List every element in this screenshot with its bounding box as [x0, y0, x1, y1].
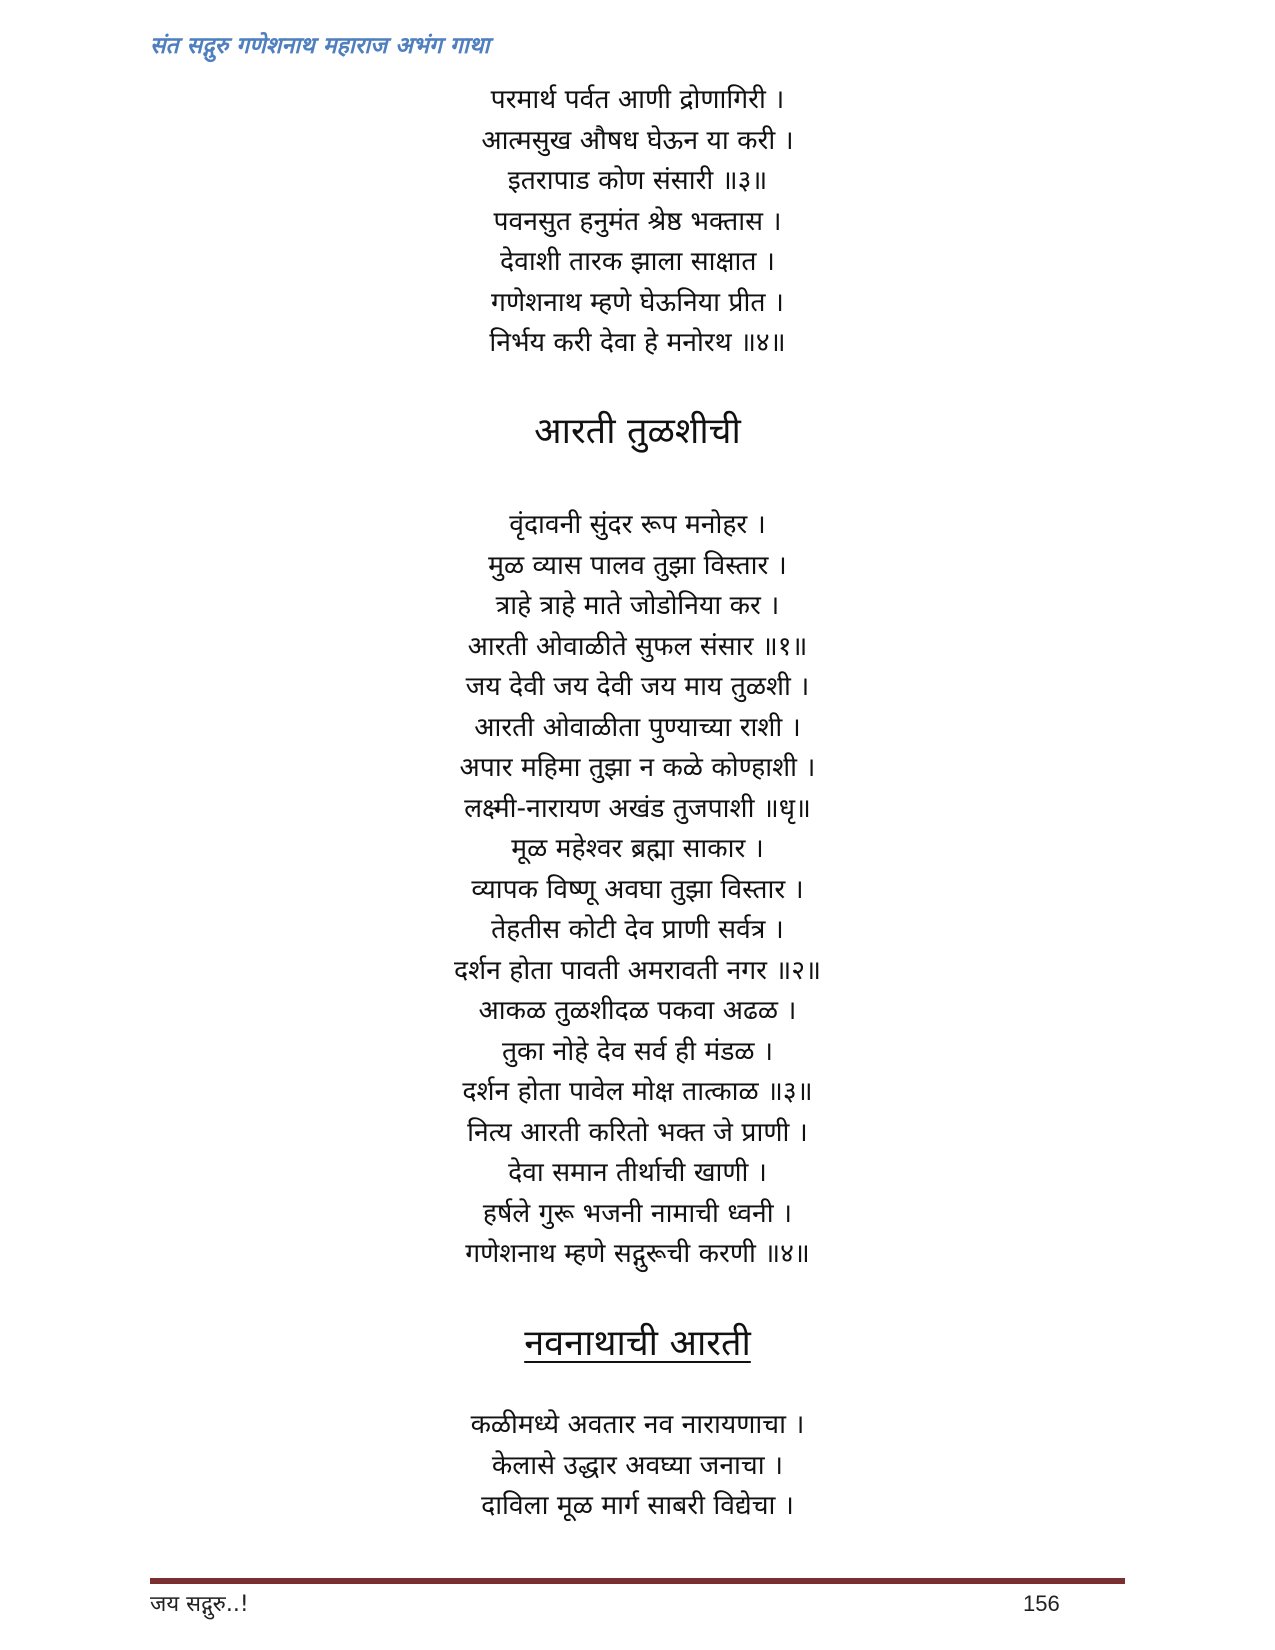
- footer-divider: [150, 1578, 1125, 1584]
- verse-line: देवा समान तीर्थाची खाणी ।: [508, 1157, 767, 1188]
- tulsi-aarti-heading-block: [0, 408, 1275, 456]
- verse-line: देवाशी तारक झाला साक्षात ।: [500, 246, 775, 277]
- verse-line: व्यापक विष्णू अवघा तुझा विस्तार ।: [471, 873, 804, 905]
- running-header: संत सद्गुरु गणेशनाथ महाराज अभंग गाथा: [150, 33, 490, 59]
- section-title: आरती तुळशीची: [534, 411, 741, 452]
- verse-line: केलासे उद्धार अवघ्या जनाचा ।: [491, 1449, 784, 1481]
- verse-line: इतरापाड कोण संसारी ॥३॥: [507, 165, 768, 196]
- verse-line: दर्शन होता पावेल मोक्ष तात्काळ ॥३॥: [462, 1076, 813, 1107]
- verse-line: आकळ तुळशीदळ पकवा अढळ ।: [478, 995, 797, 1026]
- verse-line: परमार्थ पर्वत आणी द्रोणागिरी ।: [490, 84, 785, 115]
- verse-line: त्राहे त्राहे माते जोडोनिया कर ।: [495, 590, 780, 621]
- verse-line: निर्भय करी देवा हे मनोरथ ॥४॥: [489, 327, 786, 358]
- verse-line: लक्ष्मी-नारायण अखंड तुजपाशी ॥धृ॥: [464, 792, 811, 824]
- verse-line: नित्य आरती करितो भक्त जे प्राणी ।: [467, 1116, 808, 1148]
- verse-line: आत्मसुख औषध घेऊन या करी ।: [481, 124, 794, 156]
- page-number: 156: [1023, 1591, 1060, 1616]
- verse-line: दर्शन होता पावती अमरावती नगर ॥२॥: [454, 954, 821, 986]
- verse-line: गणेशनाथ म्हणे सद्गुरूची करणी ॥४॥: [465, 1238, 810, 1269]
- verse-line: जय देवी जय देवी जय माय तुळशी ।: [465, 671, 810, 702]
- verse-line: दाविला मूळ मार्ग साबरी विद्येचा ।: [481, 1490, 794, 1521]
- tulsi-aarti-verses: [0, 505, 1275, 1275]
- verse-line: पवनसुत हनुमंत श्रेष्ठ भक्तास ।: [493, 205, 782, 237]
- previous-verse-block: [0, 80, 1275, 364]
- navnath-aarti-verses: [0, 1405, 1275, 1527]
- navnath-aarti-heading-block: [0, 1320, 1275, 1368]
- verse-line: अपार महिमा तुझा न कळे कोण्हाशी ।: [459, 752, 816, 783]
- verse-line: तुका नोहे देव सर्व ही मंडळ ।: [501, 1035, 774, 1067]
- verse-line: कळीमध्ये अवतार नव नारायणाचा ।: [470, 1409, 805, 1440]
- verse-line: हर्षले गुरू भजनी नामाची ध्वनी ।: [482, 1197, 793, 1229]
- verse-line: मुळ व्यास पालव तुझा विस्तार ।: [488, 549, 787, 581]
- section-title: नवनाथाची आरती: [524, 1323, 751, 1364]
- verse-line: आरती ओवाळीता पुण्याच्या राशी ।: [474, 711, 801, 743]
- verse-line: मूळ महेश्वर ब्रह्मा साकार ।: [511, 833, 764, 864]
- verse-line: तेहतीस कोटी देव प्राणी सर्वत्र ।: [491, 914, 784, 945]
- footer-text: जय सद्गुरु..!: [150, 1592, 249, 1617]
- verse-line: आरती ओवाळीते सुफल संसार ॥१॥: [467, 630, 808, 662]
- verse-line: वृंदावनी सुंदर रूप मनोहर ।: [509, 509, 766, 540]
- verse-line: गणेशनाथ म्हणे घेऊनिया प्रीत ।: [491, 286, 784, 318]
